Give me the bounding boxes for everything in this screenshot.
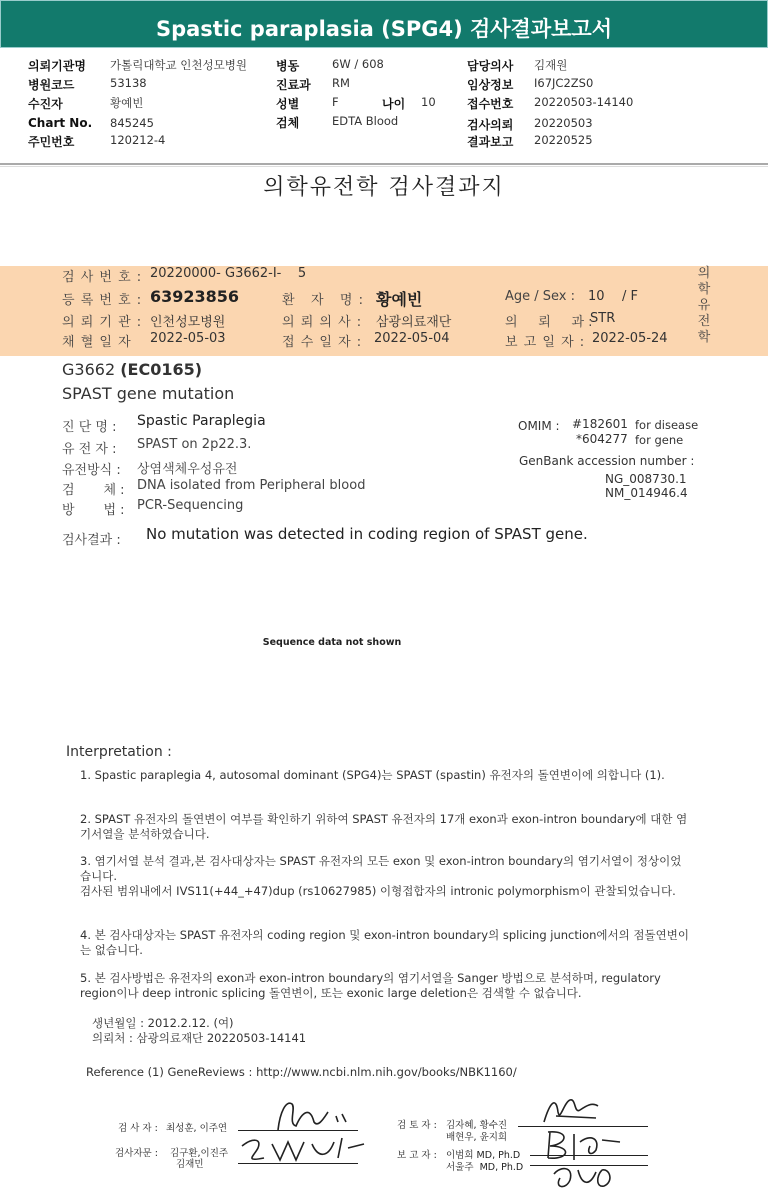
field-value: 845245	[110, 116, 154, 130]
sequence-note: Sequence data not shown	[262, 637, 402, 648]
test-code-line	[62, 360, 202, 379]
field-value: 황예빈	[110, 96, 144, 110]
genbank-label: GenBank accession number :	[519, 454, 695, 468]
field-label: 결과보고	[467, 135, 514, 149]
omim-gene: *604277	[576, 432, 628, 446]
report-value: 2022-05-24	[592, 331, 668, 346]
field-label: 성별	[276, 97, 300, 111]
field-label: 검사의뢰	[467, 118, 514, 132]
gene-value: SPAST on 2p22.3.	[137, 437, 252, 452]
collect-value: 2022-05-03	[150, 331, 226, 346]
gene-label: 유 전 자 :	[62, 442, 117, 457]
field-value: 20220525	[534, 133, 593, 147]
age-value: 10	[588, 289, 605, 304]
field-value: 120212-4	[110, 133, 166, 147]
report-title-bar	[0, 0, 768, 48]
patient-info-band	[0, 266, 768, 356]
exam-no: 20220000- G3662-I- 5	[150, 266, 307, 281]
receive-label: 접 수 일 자 :	[282, 335, 363, 350]
field-label: 수진자	[28, 97, 63, 111]
doctor-value: 삼광의료재단	[376, 315, 452, 330]
result-value: No mutation was detected in coding region of SPAST gene.	[146, 525, 588, 543]
field-value: 가톨릭대학교 인천성모병원	[110, 58, 247, 72]
field-label: 검체	[276, 116, 300, 130]
reg-no: 63923856	[150, 287, 240, 306]
report-title: Spastic paraplasia (SPG4) 검사결과보고서	[155, 17, 612, 41]
method-value: PCR-Sequencing	[137, 498, 244, 513]
patient-label: 환 자 명 :	[282, 293, 364, 308]
field-label: 병동	[276, 59, 300, 73]
receive-value: 2022-05-04	[374, 331, 450, 346]
omim-disease: #182601	[572, 417, 628, 431]
diagnosis-label: 진 단 명 :	[62, 420, 117, 435]
field-label: Chart No.	[28, 116, 93, 130]
interpretation-item-3b: 검사된 범위내에서 IVS11(+44_+47)dup (rs10627985) 이형접합자의 intronic polymorphism이 관찰되었습니다.	[80, 884, 676, 898]
advisor-label: 검사자문 :	[115, 1148, 158, 1159]
advisor-names-2: 김재민	[176, 1159, 204, 1170]
inst-value: 인천성모병원	[150, 315, 226, 330]
omim-label: OMIM :	[518, 419, 560, 433]
field-label: 접수번호	[467, 97, 514, 111]
report-label: 보 고 일 자 :	[505, 335, 586, 350]
omim-gene-note: for gene	[635, 433, 684, 447]
collect-label: 채 혈 일 자	[62, 335, 132, 350]
field-label: 나이	[382, 97, 406, 111]
dept-label: 의 뢰 과 :	[505, 315, 593, 330]
interpretation-item-2: 2. SPAST 유전자의 돌연변이 여부를 확인하기 위하여 SPAST 유전자의 17개 exon과 exon-intron boundary에 대한 염기서열을 분석하였습니다.	[80, 812, 688, 841]
field-value: 10	[421, 95, 436, 109]
doctor-label: 의 뢰 의 사 :	[282, 315, 363, 330]
reviewer-names-2: 배현우, 윤지희	[446, 1132, 508, 1143]
field-value: 20220503	[534, 116, 593, 130]
field-value: I67JC2ZS0	[534, 76, 594, 90]
reference: Reference (1) GeneReviews : http://www.ncbi.nlm.nih.gov/books/NBK1160/	[86, 1065, 517, 1079]
tester-label: 검 사 자 :	[118, 1123, 158, 1134]
inherit-label: 유전방식 :	[62, 463, 121, 478]
field-label: 진료과	[276, 78, 311, 92]
genbank-ng: NG_008730.1	[605, 472, 687, 486]
result-label: 검사결과 :	[62, 533, 121, 548]
diagnosis-value: Spastic Paraplegia	[137, 413, 266, 429]
genbank-nm: NM_014946.4	[605, 486, 688, 500]
field-value: RM	[332, 76, 350, 90]
reporter-label: 보 고 자 :	[397, 1150, 437, 1161]
inst-label: 의 뢰 기 관 :	[62, 315, 143, 330]
field-value: 53138	[110, 76, 147, 90]
interpretation-heading: Interpretation :	[66, 744, 172, 760]
test-name: SPAST gene mutation	[62, 384, 235, 403]
sex-value: / F	[622, 289, 638, 304]
interpretation-item-3: 3. 염기서열 분석 결과,본 검사대상자는 SPAST 유전자의 모든 exon 및 exon-intron boundary의 염기서열이 정상이었습니다.	[80, 854, 682, 883]
interpretation-item-4: 4. 본 검사대상자는 SPAST 유전자의 coding region 및 exon-intron boundary의 splicing junction에서의 점돌연변이는 없습니다.	[80, 928, 689, 957]
interpretation-item-1: 1. Spastic paraplegia 4, autosomal dominant (SPG4)는 SPAST (spastin) 유전자의 돌연변이에 의합니다 (1).	[80, 768, 665, 782]
reviewer-label: 검 토 자 :	[397, 1120, 437, 1131]
reporter-names: 이범희 MD, Ph.D	[446, 1150, 521, 1161]
specimen-value: DNA isolated from Peripheral blood	[137, 478, 366, 493]
exam-no-label: 검 사 번 호 :	[62, 270, 143, 285]
reviewer-names: 김자혜, 황수진	[446, 1120, 508, 1131]
interpretation-item-5: 5. 본 검사방법은 유전자의 exon과 exon-intron boundary의 염기서열을 Sanger 방법으로 분석하며, regulatory region이나 deep intronic splicing 돌연변이, 또는 exonic large deletion은 검색할 수 없습니다.	[80, 971, 661, 1000]
field-value: 김재원	[534, 58, 568, 72]
field-value: 6W / 608	[332, 57, 384, 71]
header-info-grid	[0, 52, 768, 166]
specimen-label: 검 체 :	[62, 483, 125, 498]
field-label: 병원코드	[28, 78, 75, 92]
field-label: 주민번호	[28, 135, 75, 149]
advisor-signature	[238, 1128, 378, 1168]
reg-no-label: 등 록 번 호 :	[62, 293, 143, 308]
patient-name: 황예빈	[376, 290, 423, 309]
field-value: F	[332, 95, 339, 109]
advisor-names: 김구환,이진주	[170, 1148, 229, 1159]
test-code-paren: (EC0165)	[120, 360, 203, 379]
field-label: 의뢰기관명	[28, 59, 86, 73]
document-title: 의학유전학 검사결과지	[263, 175, 505, 200]
field-label: 담당의사	[467, 59, 514, 73]
dept-value: STR	[590, 311, 616, 326]
omim-disease-note: for disease	[635, 418, 699, 432]
test-code: G3662	[62, 360, 116, 379]
reviewer-signature	[536, 1092, 616, 1128]
side-label: 의학유전학	[697, 266, 711, 345]
reporter-names-2: 서울주 MD, Ph.D	[446, 1162, 524, 1173]
divider	[0, 163, 768, 165]
method-label: 방 법 :	[62, 503, 125, 518]
field-value: 20220503-14140	[534, 95, 634, 109]
field-value: EDTA Blood	[332, 114, 399, 128]
inherit-value: 상염색체우성유전	[137, 462, 238, 477]
field-label: 임상정보	[467, 78, 514, 92]
birth-date: 생년월일 : 2012.2.12. (여)	[92, 1016, 234, 1030]
age-sex-label: Age / Sex :	[505, 289, 576, 304]
divider	[0, 166, 768, 167]
tester-names: 최성훈, 이주연	[166, 1123, 228, 1134]
requester: 의뢰처 : 삼광의료재단 20220503-14141	[92, 1031, 307, 1045]
reporter-signature	[530, 1124, 630, 1196]
